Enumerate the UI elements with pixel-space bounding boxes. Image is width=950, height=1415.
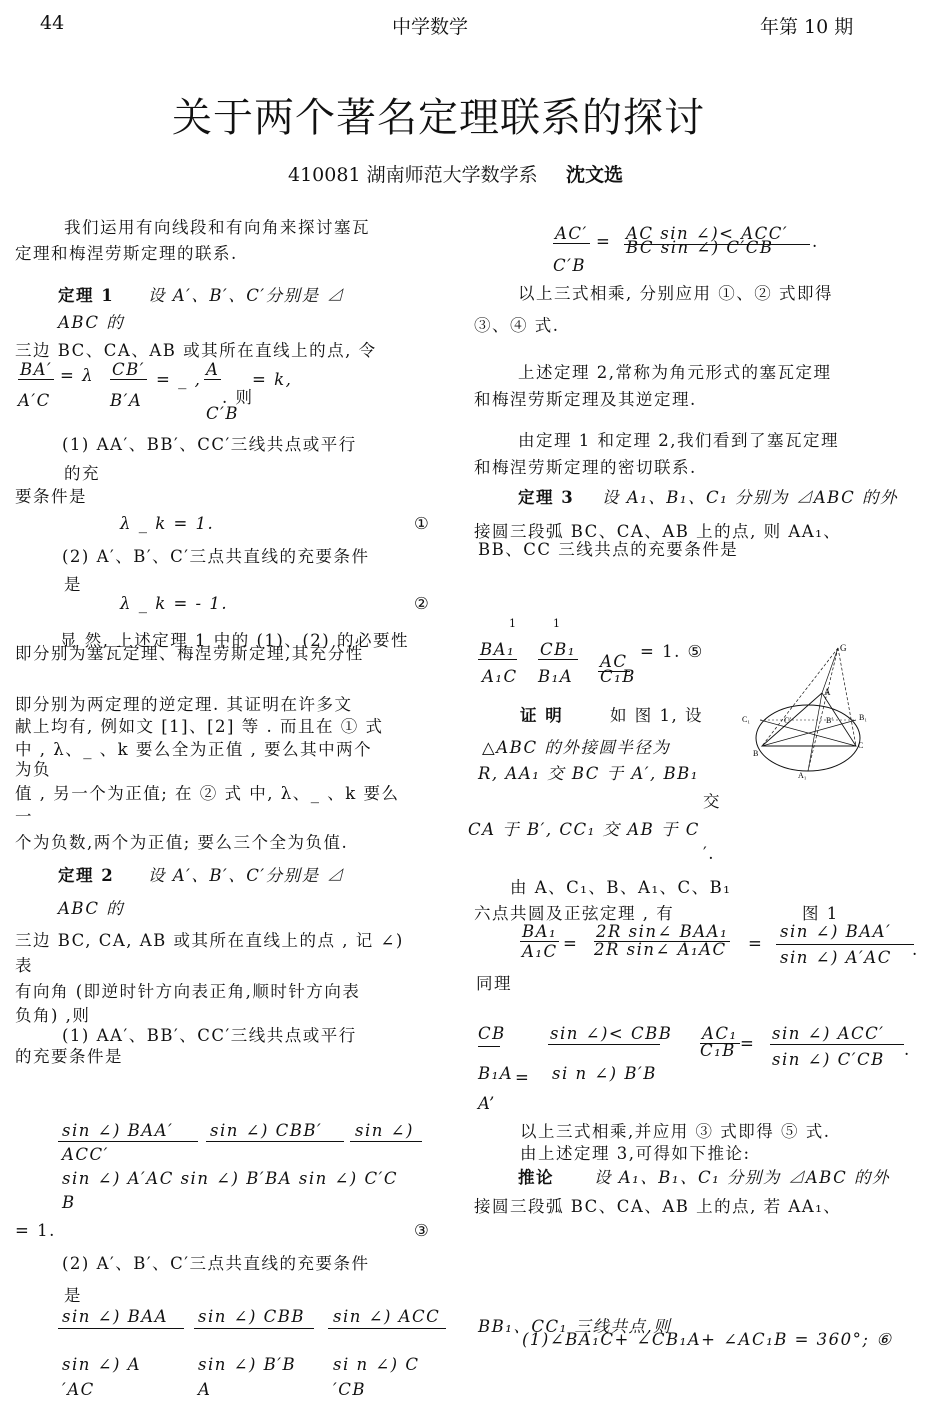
eq6-den-2: 2R sin∠ A₁AC bbox=[594, 940, 727, 959]
eq5-den-3: C₁B bbox=[600, 667, 636, 686]
th1-eq-frac-num-2: CB′ bbox=[112, 360, 145, 379]
issue-label: 年第 10 期 bbox=[760, 16, 854, 38]
fig-label-b: B bbox=[753, 749, 759, 758]
theorem-1-text-b: ABC 的 bbox=[58, 313, 125, 332]
corollary-text-b: 接圆三段弧 BC、CA、AB 上的点, 若 AA₁、 bbox=[474, 1197, 842, 1216]
eq3-fraction-bar-1 bbox=[58, 1141, 198, 1142]
proof-text-g: 由 A、C₁、B、A₁、C、B₁ bbox=[510, 878, 732, 897]
figure-caption: 图 1 bbox=[802, 904, 839, 923]
th1-eq-mu: = _ , bbox=[156, 370, 202, 389]
top-eq-equals: = bbox=[596, 232, 612, 251]
eq5-rhs: = 1. ⑤ bbox=[640, 642, 704, 661]
eq6-num-2: 2R sin∠ BAA₁ bbox=[596, 922, 729, 941]
eq4-fraction-bar-1 bbox=[58, 1328, 184, 1329]
observation-line-6: 为负 bbox=[15, 760, 51, 779]
eq3-num-2: sin ∠) CBB′ bbox=[210, 1121, 323, 1140]
right-para-2: ③、④ 式. bbox=[474, 316, 560, 335]
eq4-den-1: sin ∠) A bbox=[62, 1355, 142, 1374]
th1-part2-a: (2) A′、B′、C′三点共直线的充要条件 bbox=[62, 547, 370, 566]
theorem-1-label: 定理 1 bbox=[58, 286, 115, 305]
eq4-num-1: sin ∠) BAA bbox=[62, 1307, 169, 1326]
eq6-equals-2: = bbox=[748, 934, 764, 953]
proof-text-c: R, AA₁ 交 BC 于 A′, BB₁ bbox=[478, 764, 699, 783]
eq5-num-3: AC bbox=[600, 652, 628, 671]
eq6-den-3: sin ∠) A′AC bbox=[780, 948, 892, 967]
proof-text-b: △ABC 的外接圆半径为 bbox=[482, 738, 671, 757]
eq7-period: . bbox=[904, 1040, 911, 1059]
eq4-den-2: sin ∠) B′B bbox=[198, 1355, 297, 1374]
eq3-den-1: sin ∠) A′AC sin ∠) B′BA sin ∠) C′C bbox=[62, 1169, 398, 1188]
intro-line-1: 我们运用有向线段和有向角来探讨塞瓦 bbox=[64, 218, 370, 237]
theorem-1-text-a: 设 A′、B′、C′分别是 ⊿ bbox=[148, 286, 345, 305]
eq6-den-1: A₁C bbox=[522, 942, 558, 961]
observation-line-1: 显 然, 上述定理 1 中的 (1)、(2) 的必要性 bbox=[60, 631, 409, 650]
eq6-period: . bbox=[912, 940, 919, 959]
fig-label-c-prime: C′ bbox=[784, 716, 792, 725]
eq3-num-4: ACC′ bbox=[62, 1145, 109, 1164]
theorem-2-label: 定理 2 bbox=[58, 866, 115, 885]
corollary-text-c: BB₁、CC₁ 三线共点,则 bbox=[478, 1317, 672, 1336]
eq4-den-3: si n ∠) C bbox=[333, 1355, 420, 1374]
corollary-text-a: 设 A₁、B₁、C₁ 分别为 ⊿ABC 的外 bbox=[594, 1168, 890, 1187]
right-para-8: 由上述定理 3,可得如下推论: bbox=[520, 1144, 751, 1163]
eq7-den-4: sin ∠) C′CB bbox=[772, 1050, 885, 1069]
equation-3-number: ③ bbox=[414, 1221, 431, 1240]
eq4-num-2: sin ∠) CBB bbox=[198, 1307, 305, 1326]
similarly-label: 同理 bbox=[476, 974, 512, 993]
right-para-5: 由定理 1 和定理 2,我们看到了塞瓦定理 bbox=[518, 431, 839, 450]
eq7-fraction-bar-2 bbox=[548, 1044, 660, 1045]
eq3-num-1: sin ∠) BAA′ bbox=[62, 1121, 174, 1140]
eq4-den-5: A bbox=[198, 1380, 212, 1399]
eq7-num-1: CB bbox=[478, 1024, 506, 1043]
eq6-num-1: BA₁ bbox=[522, 922, 558, 941]
eq4-fraction-bar-2 bbox=[194, 1328, 314, 1329]
theorem-3-text-a: 设 A₁、B₁、C₁ 分别为 ⊿ABC 的外 bbox=[602, 488, 898, 507]
eq7-num-4: sin ∠) ACC′ bbox=[772, 1024, 885, 1043]
fig-label-a1: A₁ bbox=[798, 771, 807, 780]
th1-eq-frac-num-1: BA′ bbox=[20, 360, 53, 379]
observation-line-4: 献上均有, 例如文 [1]、[2] 等 . 而且在 ① 式 bbox=[15, 717, 384, 736]
eq7-den-3: C₁B bbox=[700, 1041, 736, 1060]
eq3-num-3: sin ∠) bbox=[355, 1121, 414, 1140]
corollary-label: 推论 bbox=[518, 1168, 554, 1187]
theorem-3-text-c: BB、CC 三线共点的充要条件是 bbox=[478, 540, 739, 559]
eq7-num-3: AC₁ bbox=[702, 1024, 738, 1043]
eq4-num-3: sin ∠) ACC bbox=[333, 1307, 441, 1326]
observation-line-3: 即分别为两定理的逆定理. 其证明在许多文 bbox=[15, 695, 353, 714]
theorem-2-text-f: 负角) ,则 bbox=[15, 1006, 91, 1025]
page-number: 44 bbox=[40, 12, 65, 34]
eq3-rhs: = 1. bbox=[15, 1221, 56, 1240]
eq6-fraction-bar bbox=[776, 944, 914, 945]
fig-label-c1: C₁ bbox=[742, 715, 751, 724]
eq5-den-2: B₁A bbox=[538, 667, 574, 686]
right-para-4: 和梅涅劳斯定理及其逆定理. bbox=[474, 390, 697, 409]
th1-part1-b: 的充 bbox=[64, 464, 100, 483]
corollary-text-d: (1)∠BA₁C+ ∠CB₁A+ ∠AC₁B = 360°; ⑥ bbox=[522, 1330, 893, 1349]
right-para-7: 以上三式相乘,并应用 ③ 式即得 ⑤ 式. bbox=[520, 1122, 831, 1141]
top-eq-num: AC′ bbox=[555, 224, 588, 243]
eq4-den-6: ′CB bbox=[333, 1380, 366, 1399]
eq7-den-1b: A’ bbox=[478, 1094, 496, 1113]
th1-eq-lambda: = λ bbox=[60, 366, 95, 385]
eq7-fraction-bar-1 bbox=[478, 1046, 500, 1047]
theorem-2-text-e: 有向角 (即逆时针方向表正角,顺时针方向表 bbox=[15, 982, 361, 1001]
th1-eq-frac-num-3: A bbox=[206, 360, 220, 379]
eq5-num-2: CB₁ bbox=[540, 640, 576, 659]
th2-part2-a: (2) A′、B′、C′三点共直线的充要条件 bbox=[62, 1254, 370, 1273]
right-para-3: 上述定理 2,常称为角元形式的塞瓦定理 bbox=[518, 363, 832, 382]
theorem-2-text-a: 设 A′、B′、C′分别是 ⊿ bbox=[148, 866, 345, 885]
eq7-fraction-bar-3 bbox=[770, 1044, 904, 1045]
theorem-2-text-d: 表 bbox=[15, 956, 33, 975]
article-title: 关于两个著名定理联系的探讨 bbox=[172, 95, 705, 141]
fig-label-b-prime: B′ bbox=[826, 716, 834, 725]
th1-eq-frac-den-2: B′A bbox=[110, 391, 143, 410]
fig-label-b1: B₁ bbox=[859, 713, 868, 722]
eq4-fraction-bar-3 bbox=[328, 1328, 446, 1329]
equation-2-number: ② bbox=[414, 594, 431, 613]
proof-text-d: 交 bbox=[703, 792, 721, 811]
eq5-superscript-1: 1 bbox=[509, 617, 516, 630]
proof-text-e: CA 于 B′, CC₁ 交 AB 于 C bbox=[468, 820, 700, 839]
equation-1-number: ① bbox=[414, 514, 431, 533]
top-eq-den: C′B bbox=[553, 256, 586, 275]
theorem-3-label: 定理 3 bbox=[518, 488, 575, 507]
eq7-den-1: B₁A bbox=[478, 1064, 514, 1083]
fig-label-g: G bbox=[840, 643, 847, 653]
journal-name: 中学数学 bbox=[392, 16, 469, 38]
observation-line-5: 中 , λ、_ 、k 要么全为正值 , 要么其中两个 bbox=[15, 740, 373, 759]
theorem-1-text-c: 三边 BC、CA、AB 或其所在直线上的点, 令 bbox=[15, 341, 377, 360]
theorem-2-text-b: ABC 的 bbox=[58, 899, 125, 918]
fig-label-a: A bbox=[824, 687, 831, 697]
observation-line-8: 一 bbox=[15, 807, 33, 826]
th1-part2-b: 是 bbox=[64, 575, 82, 594]
equation-2: λ _ k = - 1. bbox=[120, 594, 229, 613]
eq3-den-2: B bbox=[62, 1193, 76, 1212]
right-para-6: 和梅涅劳斯定理的密切联系. bbox=[474, 458, 697, 477]
eq7-equals-1: = bbox=[515, 1068, 531, 1087]
eq7-num-2: sin ∠)< CBB bbox=[550, 1024, 673, 1043]
proof-text-f: ′. bbox=[703, 844, 715, 863]
equation-1: λ _ k = 1. bbox=[120, 514, 215, 533]
eq4-den-4: ′AC bbox=[62, 1380, 95, 1399]
figure-1-circle-diagram bbox=[738, 638, 878, 783]
eq7-den-2: si n ∠) B′B bbox=[552, 1064, 657, 1083]
top-eq-period: . bbox=[812, 232, 819, 251]
observation-line-9: 个为负数,两个为正值; 要么三个全为负值. bbox=[15, 833, 349, 852]
eq5-num-1: BA₁ bbox=[480, 640, 516, 659]
theorem-3-text-b: 接圆三段弧 BC、CA、AB 上的点, 则 AA₁、 bbox=[474, 522, 842, 541]
eq7-equals-2: = bbox=[740, 1034, 756, 1053]
theorem-2-text-c: 三边 BC, CA, AB 或其所在直线上的点 , 记 ∠) bbox=[15, 931, 404, 950]
th1-eq-frac-den-3: C′B bbox=[206, 404, 239, 423]
eq6-equals-1: = bbox=[563, 934, 579, 953]
eq3-fraction-bar-3 bbox=[350, 1141, 422, 1142]
eq6-num-3: sin ∠) BAA′ bbox=[780, 922, 892, 941]
author-affiliation: 410081 湖南师范大学数学系 bbox=[288, 164, 538, 186]
th2-part1-a: (1) AA′、BB′、CC′三线共点或平行 bbox=[62, 1026, 357, 1045]
top-eq-rhs-den: BC sin ∠) C′CB bbox=[626, 238, 774, 257]
proof-text-h: 六点共圆及正弦定理 , 有 bbox=[474, 904, 675, 923]
observation-line-2: 即分别为塞瓦定理、梅涅劳斯定理,其充分性 bbox=[15, 644, 364, 663]
th1-eq-frac-den-1: A′C bbox=[18, 391, 51, 410]
th1-eq-then: . 则 bbox=[222, 388, 254, 407]
intro-line-2: 定理和梅涅劳斯定理的联系. bbox=[15, 244, 238, 263]
author-name: 沈文选 bbox=[566, 164, 624, 186]
proof-label: 证 明 bbox=[520, 706, 564, 725]
top-eq-rhs-num: AC sin ∠)< ACC′ bbox=[626, 224, 789, 243]
th2-part1-b: 的充要条件是 bbox=[15, 1047, 123, 1066]
th1-part1-a: (1) AA′、BB′、CC′三线共点或平行 bbox=[62, 435, 357, 454]
eq3-fraction-bar-2 bbox=[206, 1141, 344, 1142]
eq5-den-1: A₁C bbox=[482, 667, 518, 686]
proof-text-a: 如 图 1, 设 bbox=[610, 706, 703, 725]
th1-part1-c: 要条件是 bbox=[15, 487, 87, 506]
fig-label-c: C bbox=[858, 741, 864, 750]
observation-line-7: 值 , 另一个为正值; 在 ② 式 中, λ、_ 、k 要么 bbox=[15, 784, 400, 803]
right-para-1: 以上三式相乘, 分别应用 ①、② 式即得 bbox=[518, 284, 833, 303]
th2-part2-b: 是 bbox=[64, 1286, 82, 1305]
eq5-superscript-2: 1 bbox=[553, 617, 560, 630]
th1-eq-k: = k, bbox=[252, 370, 293, 389]
